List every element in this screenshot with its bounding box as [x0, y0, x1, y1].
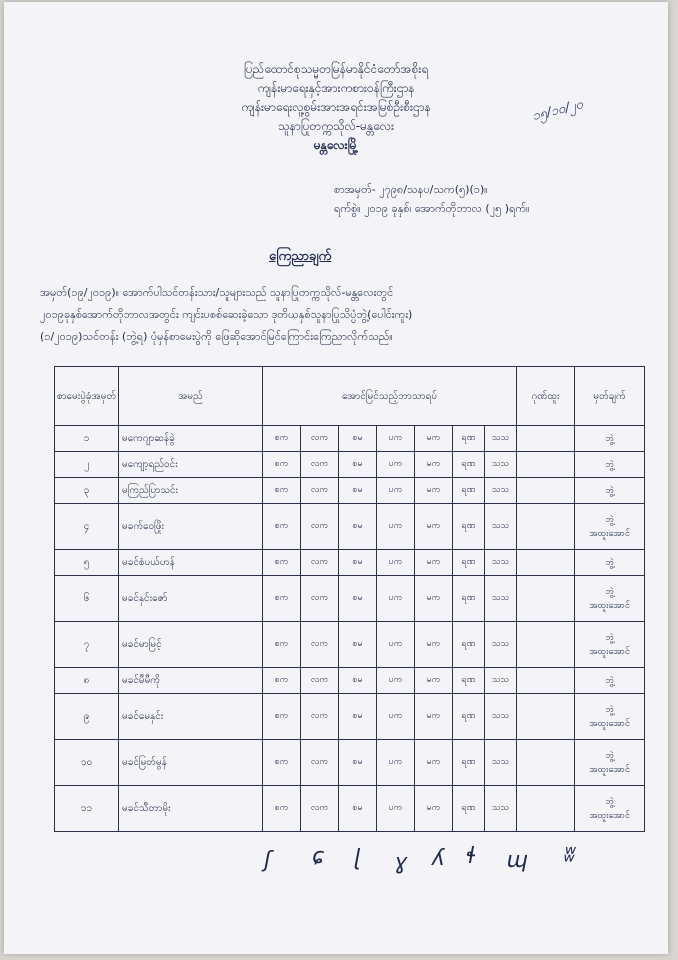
roll-number-cell: ၈ — [55, 668, 119, 694]
subject-cell: လက — [301, 426, 339, 452]
roll-number-cell: ၃ — [55, 478, 119, 504]
signature-mark: ʎ — [432, 846, 446, 871]
subject-cell: မက — [415, 576, 453, 622]
table-row — [55, 478, 645, 504]
results-table — [54, 366, 645, 832]
header-remarks: မှတ်ချက် — [575, 367, 645, 426]
subject-cell: မက — [415, 478, 453, 504]
paragraph-line-3: (၁/၂၀၁၉)သင်တန်း (ဘွဲ့ရ) ပုံမှန်စာမေးပွဲကို ဖြေဆိုအောင်မြင်ကြောင်းကြေညာလိုက်သည်။ — [40, 330, 393, 343]
subject-cell: သသ — [485, 694, 517, 740]
roll-number-cell: ၇ — [55, 622, 119, 668]
remarks-cell — [575, 694, 645, 740]
distinction-cell — [517, 668, 575, 694]
remarks-cell — [575, 622, 645, 668]
signature-mark: ɭ — [354, 846, 361, 871]
remark-degree: ဘွဲ့ — [605, 704, 614, 715]
subject-cell: သသ — [485, 426, 517, 452]
table-header-row — [55, 367, 645, 426]
subject-cell: ရဏ — [453, 576, 485, 622]
subject-cell: မက — [415, 504, 453, 550]
subject-cell: သသ — [485, 478, 517, 504]
subject-cell: မက — [415, 694, 453, 740]
subject-cell: သသ — [485, 550, 517, 576]
subject-cell: ပက — [377, 740, 415, 786]
subject-cell: မက — [415, 668, 453, 694]
signature-mark: ʬ — [564, 842, 576, 867]
remarks-cell — [575, 478, 645, 504]
subject-cell: ရဏ — [453, 694, 485, 740]
subject-cell: ပက — [377, 668, 415, 694]
subject-cell: ပက — [377, 550, 415, 576]
subject-cell: စက — [263, 694, 301, 740]
letterhead-line-3: ကျန်းမာရေးလူ့စွမ်းအားအရင်းအမြစ်ဦးစီးဌာန — [241, 100, 431, 114]
distinction-cell — [517, 478, 575, 504]
notice-paragraph — [40, 282, 660, 348]
distinction-cell — [517, 622, 575, 668]
name-cell: မကေဂျာဆန်ခွဲ — [119, 426, 263, 452]
reference-block — [334, 180, 530, 218]
header-subjects-passed: အောင်မြင်သည့်ဘာသာရပ် — [263, 367, 517, 426]
signature-mark: ɬ — [466, 844, 477, 869]
handwritten-stamp: ၁၅/၁၀/၂၀ — [530, 96, 585, 125]
subject-cell: သသ — [485, 504, 517, 550]
remark-degree: ဘွဲ့ — [605, 459, 614, 470]
subject-cell: သသ — [485, 622, 517, 668]
remark-distinction: အထူးအောင် — [589, 600, 630, 611]
subject-cell: မက — [415, 452, 453, 478]
document-date: ရက်စွဲ။ ၂၀၁၉ ခုနှစ်၊ အောက်တိုဘာလ (၂၅ )ရက်။ — [334, 202, 530, 215]
letterhead-line-1: ပြည်ထောင်စုသမ္မတမြန်မာနိုင်ငံတော်အစိုးရ — [243, 62, 429, 76]
subject-cell: စမ — [339, 550, 377, 576]
subject-cell: ရဏ — [453, 668, 485, 694]
subject-cell: မက — [415, 740, 453, 786]
remarks-cell — [575, 786, 645, 832]
subject-cell: သသ — [485, 740, 517, 786]
roll-number-cell: ၄ — [55, 504, 119, 550]
table-row — [55, 668, 645, 694]
name-cell: မကျော့ရည်ဝင်း — [119, 452, 263, 478]
remarks-cell — [575, 426, 645, 452]
header-roll-number: စာမေးပွဲခုံအမှတ် — [55, 367, 119, 426]
table-row — [55, 740, 645, 786]
paragraph-line-2: ၂၀၁၉ခုနှစ်အောက်တိုဘာလအတွင်း ကျင်းပစစ်ဆေးခဲ့သော ဒုတိယနှစ်သူနာပြုသိပ္ပံဘွဲ့(ပေါင်းကူး) — [40, 308, 413, 321]
name-cell: မခင်မာမြင့် — [119, 622, 263, 668]
subject-cell: လက — [301, 786, 339, 832]
table-row — [55, 622, 645, 668]
subject-cell: သသ — [485, 576, 517, 622]
subject-cell: စက — [263, 576, 301, 622]
subject-cell: ပက — [377, 786, 415, 832]
letterhead-line-4: သူနာပြုတက္ကသိုလ်-မန္တလေး — [277, 119, 395, 133]
roll-number-cell: ၅ — [55, 550, 119, 576]
name-cell: မခင်မေနှင်း — [119, 694, 263, 740]
subject-cell: စမ — [339, 622, 377, 668]
letterhead-line-2: ကျန်းမာရေးနှင့်အားကစားဝန်ကြီးဌာန — [257, 81, 415, 95]
subject-cell: စက — [263, 426, 301, 452]
subject-cell: ပက — [377, 504, 415, 550]
subject-cell: မက — [415, 622, 453, 668]
subject-cell: လက — [301, 622, 339, 668]
distinction-cell — [517, 786, 575, 832]
subject-cell: စက — [263, 452, 301, 478]
remarks-cell — [575, 740, 645, 786]
letterhead-line-5: မန္တလေးမြို့ — [313, 138, 359, 152]
header-distinction: ဂုဏ်ထူး — [517, 367, 575, 426]
signature-mark: ɰ — [506, 848, 528, 873]
subject-cell: စမ — [339, 452, 377, 478]
roll-number-cell: ၁၁ — [55, 786, 119, 832]
subject-cell: လက — [301, 668, 339, 694]
remark-degree: ဘွဲ့ — [605, 433, 614, 444]
signature-mark: ɕ — [312, 844, 325, 869]
distinction-cell — [517, 504, 575, 550]
subject-cell: စက — [263, 786, 301, 832]
subject-cell: ပက — [377, 694, 415, 740]
subject-cell: ပက — [377, 452, 415, 478]
subject-cell: စမ — [339, 668, 377, 694]
roll-number-cell: ၆ — [55, 576, 119, 622]
subject-cell: ရဏ — [453, 622, 485, 668]
subject-cell: စမ — [339, 576, 377, 622]
subject-cell: ရဏ — [453, 426, 485, 452]
name-cell: မခင်စံပယ်ဟန် — [119, 550, 263, 576]
subject-cell: ပက — [377, 426, 415, 452]
remark-degree: ဘွဲ့ — [605, 750, 614, 761]
subject-cell: လက — [301, 550, 339, 576]
subject-cell: ပက — [377, 576, 415, 622]
remark-degree: ဘွဲ့ — [605, 485, 614, 496]
distinction-cell — [517, 740, 575, 786]
subject-cell: ရဏ — [453, 786, 485, 832]
subject-cell: သသ — [485, 786, 517, 832]
table-row — [55, 694, 645, 740]
subject-cell: စက — [263, 550, 301, 576]
subject-cell: စမ — [339, 694, 377, 740]
name-cell: မခင်သီတာမိုး — [119, 786, 263, 832]
subject-cell: လက — [301, 504, 339, 550]
name-cell: မခင်နှင်းဇော် — [119, 576, 263, 622]
subject-cell: မက — [415, 550, 453, 576]
remarks-cell — [575, 550, 645, 576]
table-row — [55, 452, 645, 478]
table-row — [55, 550, 645, 576]
paragraph-line-1: အမှတ်(၁၉/၂၀၁၉)။ အောက်ပါသင်တန်းသား/သူများသည် သူနာပြုတက္ကသိုလ်-မန္တလေးတွင် — [40, 286, 394, 299]
subject-cell: စက — [263, 622, 301, 668]
subject-cell: ရဏ — [453, 504, 485, 550]
subject-cell: လက — [301, 694, 339, 740]
remark-distinction: အထူးအောင် — [589, 718, 630, 729]
subject-cell: ပက — [377, 622, 415, 668]
subject-cell: သသ — [485, 452, 517, 478]
subject-cell: ရဏ — [453, 452, 485, 478]
remarks-cell — [575, 576, 645, 622]
document-page — [4, 2, 668, 954]
remark-degree: ဘွဲ့ — [605, 796, 614, 807]
subject-cell: စမ — [339, 740, 377, 786]
distinction-cell — [517, 452, 575, 478]
name-cell: မခင်မြတ်မွန် — [119, 740, 263, 786]
roll-number-cell: ၁ — [55, 426, 119, 452]
remark-distinction: အထူးအောင် — [589, 646, 630, 657]
subject-cell: စက — [263, 668, 301, 694]
remark-degree: ဘွဲ့ — [605, 675, 614, 686]
remark-distinction: အထူးအောင် — [589, 810, 630, 821]
subject-cell: လက — [301, 478, 339, 504]
roll-number-cell: ၁၀ — [55, 740, 119, 786]
subject-cell: လက — [301, 452, 339, 478]
signature-mark: ʃ — [264, 848, 272, 873]
remark-distinction: အထူးအောင် — [589, 528, 630, 539]
distinction-cell — [517, 550, 575, 576]
subject-cell: သသ — [485, 668, 517, 694]
subject-cell: စက — [263, 740, 301, 786]
remarks-cell — [575, 668, 645, 694]
subject-cell: စက — [263, 504, 301, 550]
distinction-cell — [517, 576, 575, 622]
table-body — [55, 426, 645, 832]
table-row — [55, 426, 645, 452]
subject-cell: စမ — [339, 426, 377, 452]
remark-degree: ဘွဲ့ — [605, 632, 614, 643]
signature-mark: ɣ — [394, 850, 408, 875]
remarks-cell — [575, 504, 645, 550]
subject-cell: မက — [415, 426, 453, 452]
subject-cell: စမ — [339, 504, 377, 550]
roll-number-cell: ၂ — [55, 452, 119, 478]
remark-degree: ဘွဲ့ — [605, 514, 614, 525]
subject-cell: စမ — [339, 478, 377, 504]
header-name: အမည် — [119, 367, 263, 426]
subject-cell: ပက — [377, 478, 415, 504]
subject-cell: ရဏ — [453, 550, 485, 576]
table-row — [55, 576, 645, 622]
subject-cell: ရဏ — [453, 740, 485, 786]
table-row — [55, 504, 645, 550]
roll-number-cell: ၉ — [55, 694, 119, 740]
name-cell: မခက်ဝေဖြိုး — [119, 504, 263, 550]
name-cell: မကြည်ပြာသင်း — [119, 478, 263, 504]
subject-cell: မက — [415, 786, 453, 832]
remark-distinction: အထူးအောင် — [589, 764, 630, 775]
subject-cell: စမ — [339, 786, 377, 832]
subject-cell: လက — [301, 740, 339, 786]
signatures-area — [154, 842, 668, 902]
distinction-cell — [517, 426, 575, 452]
table-row — [55, 786, 645, 832]
remark-degree: ဘွဲ့ — [605, 586, 614, 597]
remark-degree: ဘွဲ့ — [605, 557, 614, 568]
name-cell: မခင်မီမီကို — [119, 668, 263, 694]
subject-cell: စက — [263, 478, 301, 504]
reference-number: စာအမှတ်- ၂၇၉၈/သနပ/သက(၅)(၁)။ — [334, 183, 488, 196]
subject-cell: ရဏ — [453, 478, 485, 504]
notice-title: ကြေညာချက် — [269, 249, 332, 264]
remarks-cell — [575, 452, 645, 478]
subject-cell: လက — [301, 576, 339, 622]
distinction-cell — [517, 694, 575, 740]
